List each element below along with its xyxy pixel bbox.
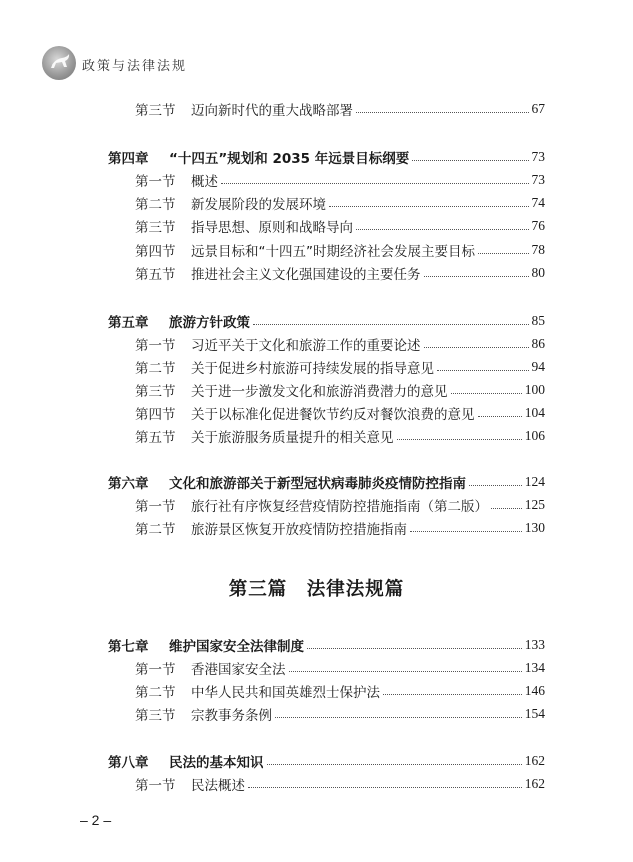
section-number: 第一节 [135, 662, 176, 678]
toc-entry-section[interactable] [135, 356, 545, 378]
part-heading: 第三篇 法律法规篇 [228, 579, 405, 600]
dot-leader [397, 439, 522, 440]
dot-leader [451, 393, 522, 394]
running-header [42, 44, 342, 84]
page-ref: 134 [524, 660, 545, 675]
section-title: 旅行社有序恢复经营疫情防控措施指南（第二版） [191, 499, 488, 515]
chapter-number: 第五章 [108, 315, 149, 331]
page-ref: 146 [524, 683, 545, 698]
dot-leader [356, 112, 529, 113]
dot-leader [478, 416, 522, 417]
toc-entry-chapter[interactable] [108, 750, 545, 772]
chapter-number: 第四章 [108, 151, 149, 167]
section-title: 关于进一步激发文化和旅游消费潜力的意见 [191, 384, 448, 400]
section-title: 推进社会主义文化强国建设的主要任务 [191, 267, 421, 283]
section-number: 第三节 [135, 708, 176, 724]
section-title: 旅游景区恢复开放疫情防控措施指南 [191, 522, 407, 538]
toc-entry-section[interactable] [135, 169, 545, 191]
page-ref: 73 [531, 172, 545, 187]
page-ref: 154 [524, 706, 545, 721]
section-number: 第二节 [135, 522, 176, 538]
section-number: 第三节 [135, 384, 176, 400]
toc-entry-section[interactable] [135, 425, 545, 447]
page-ref: 100 [524, 382, 545, 397]
page-ref: 73 [531, 149, 545, 164]
section-title: 民法概述 [191, 778, 245, 794]
toc-entry-section[interactable] [135, 239, 545, 261]
page-ref: 130 [524, 520, 545, 535]
section-title: 关于以标准化促进餐饮节约反对餐饮浪费的意见 [191, 407, 475, 423]
page-number: – 2 – [80, 812, 112, 828]
page-ref: 94 [531, 359, 545, 374]
section-number: 第三节 [135, 220, 176, 236]
page-ref: 85 [531, 313, 545, 328]
section-number: 第三节 [135, 103, 176, 119]
dot-leader [478, 253, 529, 254]
page-ref: 104 [524, 405, 545, 420]
section-number: 第四节 [135, 407, 176, 423]
toc-entry-chapter[interactable] [108, 471, 545, 493]
toc-entry-section[interactable] [135, 192, 545, 214]
dot-leader [307, 648, 522, 649]
page-ref: 67 [531, 101, 545, 116]
toc-entry-section[interactable] [135, 517, 545, 539]
section-number: 第二节 [135, 361, 176, 377]
dot-leader [289, 671, 522, 672]
section-title: 概述 [191, 174, 218, 190]
toc-entry-chapter[interactable] [108, 634, 545, 656]
toc-entry-chapter[interactable] [108, 146, 545, 168]
section-number: 第二节 [135, 685, 176, 701]
chapter-title: “十四五”规划和 2035 年远景目标纲要 [169, 151, 410, 167]
section-number: 第一节 [135, 499, 176, 515]
dot-leader [491, 508, 522, 509]
dot-leader [410, 531, 522, 532]
page-ref: 80 [531, 265, 545, 280]
toc-entry-section[interactable] [135, 657, 545, 679]
dot-leader [329, 206, 529, 207]
section-number: 第二节 [135, 197, 176, 213]
chapter-title: 维护国家安全法律制度 [169, 639, 304, 655]
page-ref: 86 [531, 336, 545, 351]
section-number: 第五节 [135, 430, 176, 446]
page-ref: 124 [524, 474, 545, 489]
dot-leader [248, 787, 522, 788]
dot-leader [275, 717, 522, 718]
page-ref: 162 [524, 753, 545, 768]
page-ref: 76 [531, 218, 545, 233]
section-title: 迈向新时代的重大战略部署 [191, 103, 353, 119]
dot-leader [437, 370, 529, 371]
toc-entry-chapter[interactable] [108, 310, 545, 332]
toc-entry-section[interactable] [135, 379, 545, 401]
section-title: 香港国家安全法 [191, 662, 286, 678]
dot-leader [267, 764, 522, 765]
chapter-title: 旅游方针政策 [169, 315, 250, 331]
toc-entry-section[interactable] [135, 703, 545, 725]
toc-entry-section[interactable] [135, 680, 545, 702]
toc-entry-section[interactable] [135, 333, 545, 355]
chapter-title: 文化和旅游部关于新型冠状病毒肺炎疫情防控指南 [169, 476, 466, 492]
section-title: 宗教事务条例 [191, 708, 272, 724]
section-number: 第一节 [135, 338, 176, 354]
toc-entry-section[interactable] [135, 98, 545, 120]
section-title: 关于促进乡村旅游可持续发展的指导意见 [191, 361, 434, 377]
section-title: 中华人民共和国英雄烈士保护法 [191, 685, 380, 701]
section-number: 第一节 [135, 174, 176, 190]
chapter-number: 第七章 [108, 639, 149, 655]
chapter-title: 民法的基本知识 [169, 755, 264, 771]
section-title: 习近平关于文化和旅游工作的重要论述 [191, 338, 421, 354]
dot-leader [356, 229, 529, 230]
section-number: 第一节 [135, 778, 176, 794]
page-ref: 78 [531, 242, 545, 257]
publisher-logo-icon [42, 46, 76, 80]
dot-leader [221, 183, 529, 184]
section-title: 远景目标和“十四五”时期经济社会发展主要目标 [191, 244, 475, 260]
section-title: 关于旅游服务质量提升的相关意见 [191, 430, 394, 446]
dot-leader [469, 485, 522, 486]
section-title: 指导思想、原则和战略导向 [191, 220, 353, 236]
page-ref: 74 [531, 195, 545, 210]
chapter-number: 第六章 [108, 476, 149, 492]
section-title: 新发展阶段的发展环境 [191, 197, 326, 213]
page-ref: 106 [524, 428, 545, 443]
dot-leader [412, 160, 528, 161]
page-ref: 162 [524, 776, 545, 791]
chapter-number: 第八章 [108, 755, 149, 771]
dot-leader [424, 276, 529, 277]
dot-leader [253, 324, 529, 325]
dot-leader [383, 694, 522, 695]
toc-entry-section[interactable] [135, 215, 545, 237]
toc-entry-section[interactable] [135, 262, 545, 284]
dot-leader [424, 347, 529, 348]
page-ref: 125 [524, 497, 545, 512]
section-number: 第四节 [135, 244, 176, 260]
section-number: 第五节 [135, 267, 176, 283]
toc-entry-section[interactable] [135, 773, 545, 795]
toc-entry-section[interactable] [135, 402, 545, 424]
page-ref: 133 [524, 637, 545, 652]
toc-entry-section[interactable] [135, 494, 545, 516]
header-title: 政策与法律法规 [82, 59, 188, 74]
